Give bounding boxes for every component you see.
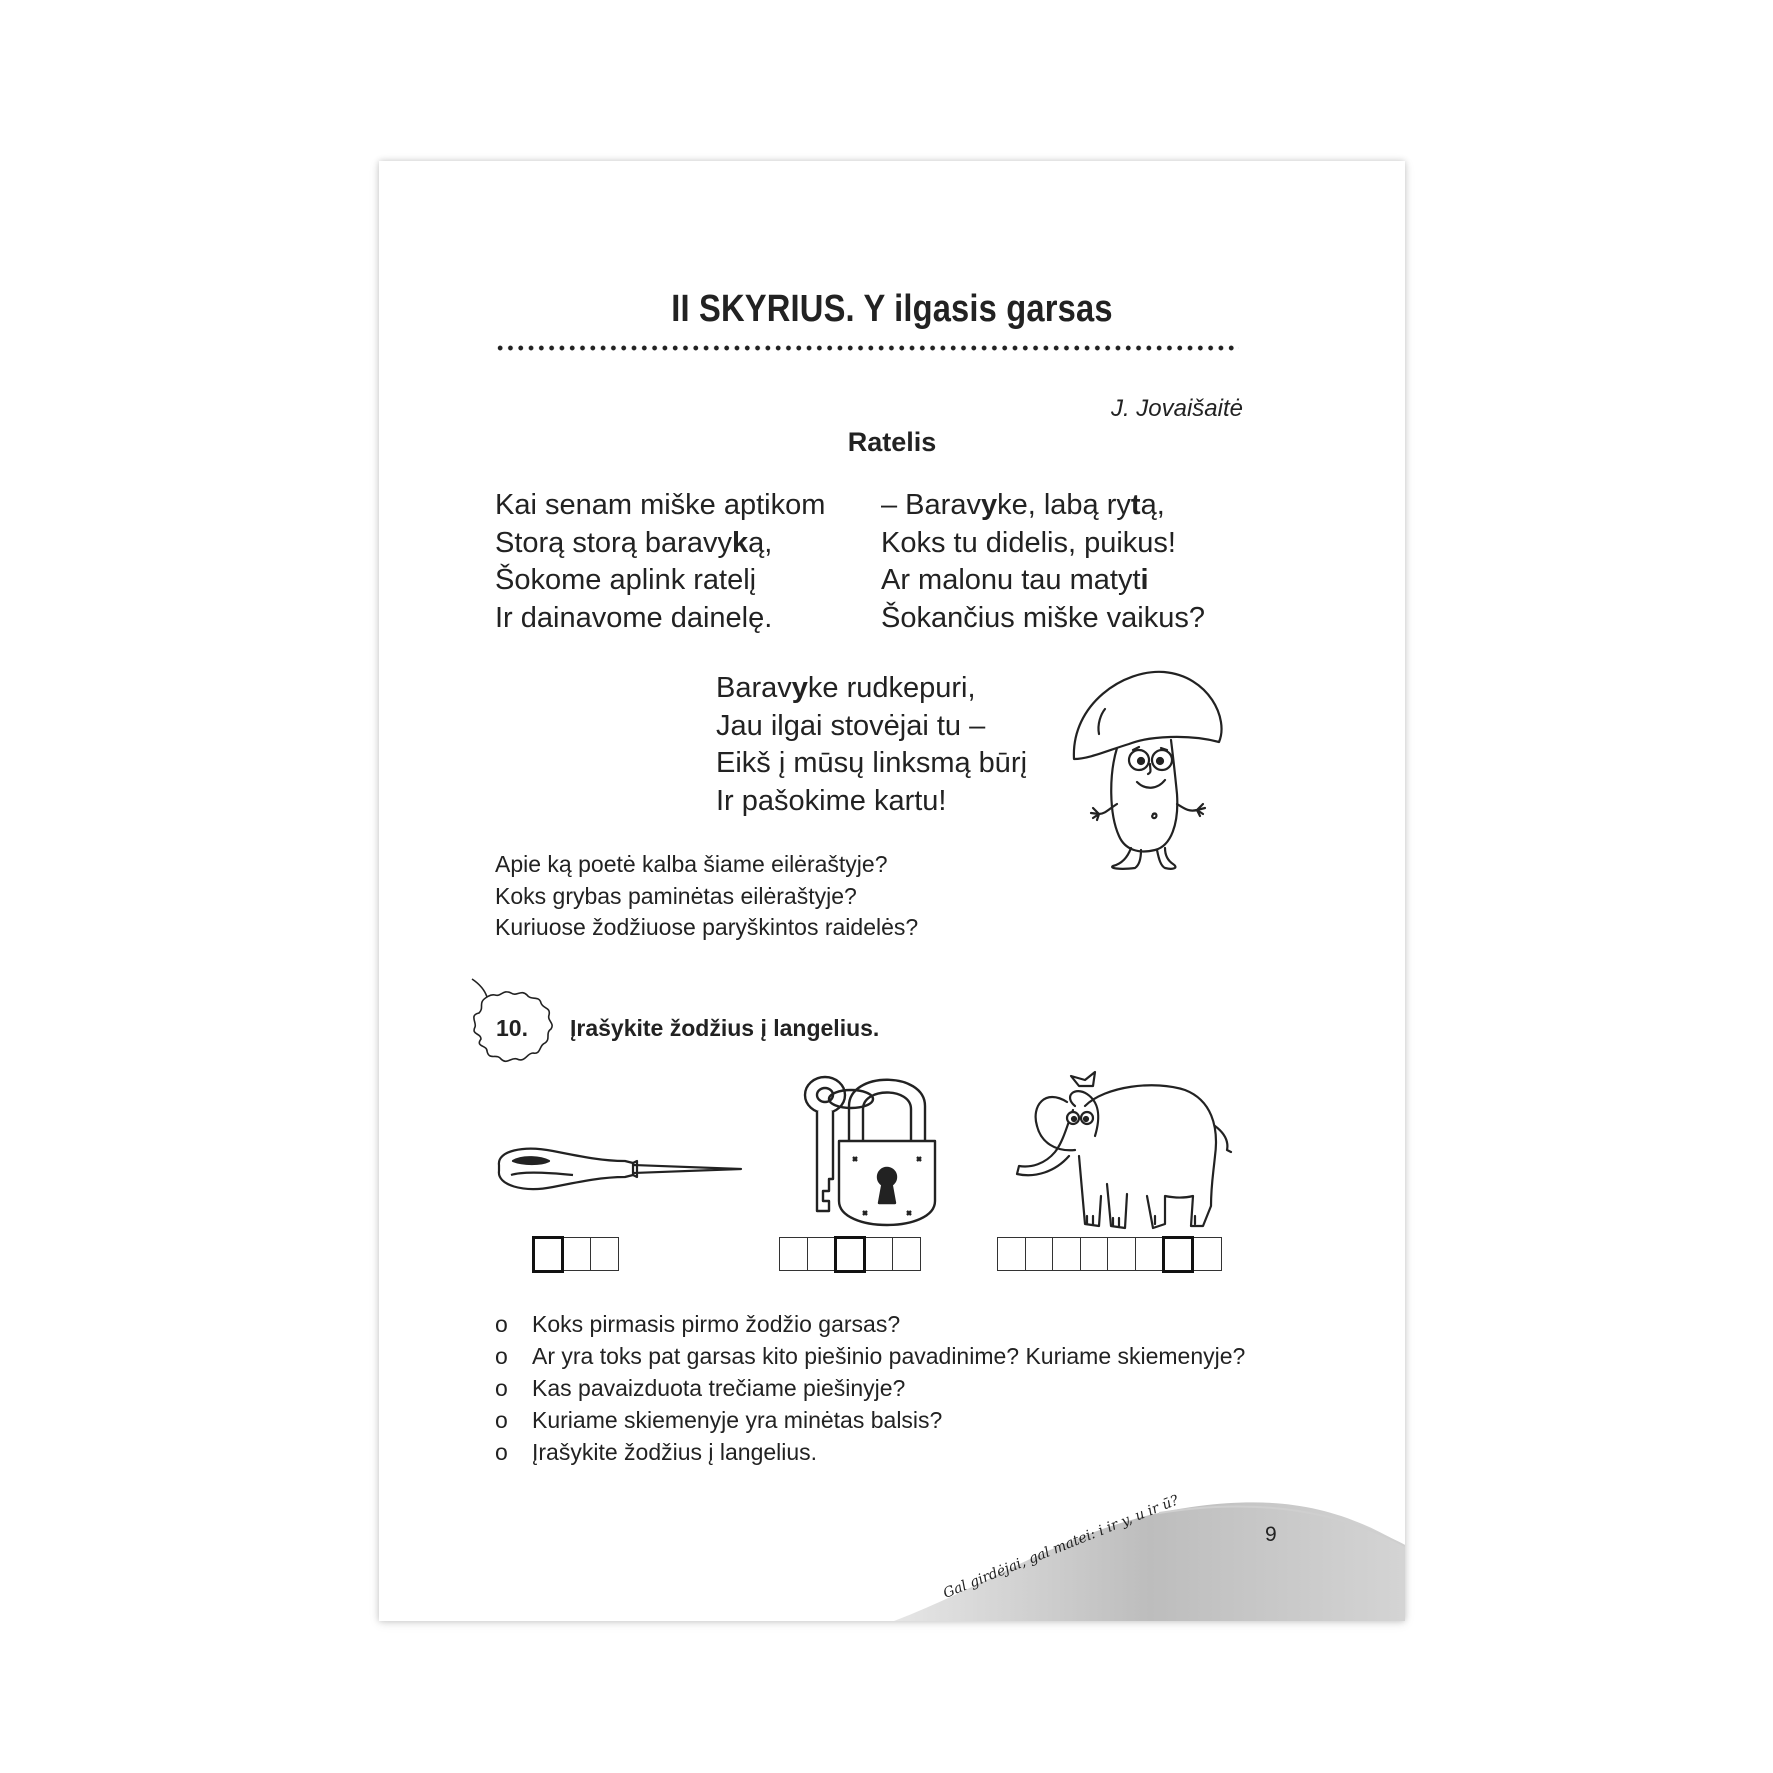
poem-line: Ir dainavome dainelę.	[495, 601, 773, 634]
poem-line: Šokome aplink ratelį	[495, 564, 757, 596]
poem-line: Ar malonu tau matyti	[881, 564, 1149, 596]
poem-title: Ratelis	[847, 427, 937, 457]
list-item: o Įrašykite žodžius į langelius.	[495, 1439, 818, 1465]
poem-line: Šokančius miške vaikus?	[881, 601, 1205, 634]
question-item: Kuriuose žodžiuose paryškintos raidelės?	[495, 914, 919, 940]
footer-swoosh	[379, 161, 1405, 1621]
answer-cell[interactable]	[834, 1236, 866, 1273]
list-item: o Ar yra toks pat garsas kito piešinio pavadinime? Kuriame skiemenyje?	[495, 1343, 1246, 1369]
list-item: o Kuriame skiemenyje yra minėtas balsis?	[495, 1407, 943, 1433]
workbook-page	[379, 161, 1405, 1621]
task-number: 10.	[496, 1015, 528, 1041]
page-number: 9	[1265, 1523, 1277, 1546]
poem-line: Kai senam miške aptikom	[495, 489, 826, 521]
poem-line: Baravyke rudkepuri,	[716, 672, 976, 704]
answer-cell[interactable]	[532, 1236, 564, 1273]
poem-line: Eikš į mūsų linksmą būrį	[716, 747, 1028, 779]
poem-line: – Baravyke, labą rytą,	[881, 489, 1165, 521]
poem-line: Jau ilgai stovėjai tu –	[716, 709, 986, 742]
poem-line: Koks tu didelis, puikus!	[881, 526, 1176, 559]
footer-slogan: Gal girdėjai, gal matei: i ir y, u ir ū?	[941, 1492, 1182, 1602]
list-item: o Koks pirmasis pirmo žodžio garsas?	[495, 1311, 901, 1337]
answer-cell[interactable]	[1162, 1236, 1194, 1273]
poem-line: Ir pašokime kartu!	[716, 784, 947, 817]
chapter-title: II SKYRIUS. Y ilgasis garsas	[671, 288, 1113, 330]
task-instruction: Įrašykite žodžius į langelius.	[570, 1015, 880, 1041]
list-item: o Kas pavaizduota trečiame piešinyje?	[495, 1375, 906, 1401]
poem-author: J. Jovaišaitė	[1110, 395, 1243, 422]
question-item: Apie ką poetė kalba šiame eilėraštyje?	[495, 851, 888, 877]
poem-line: Storą storą baravyką,	[495, 526, 773, 559]
question-item: Koks grybas paminėtas eilėraštyje?	[495, 882, 857, 909]
